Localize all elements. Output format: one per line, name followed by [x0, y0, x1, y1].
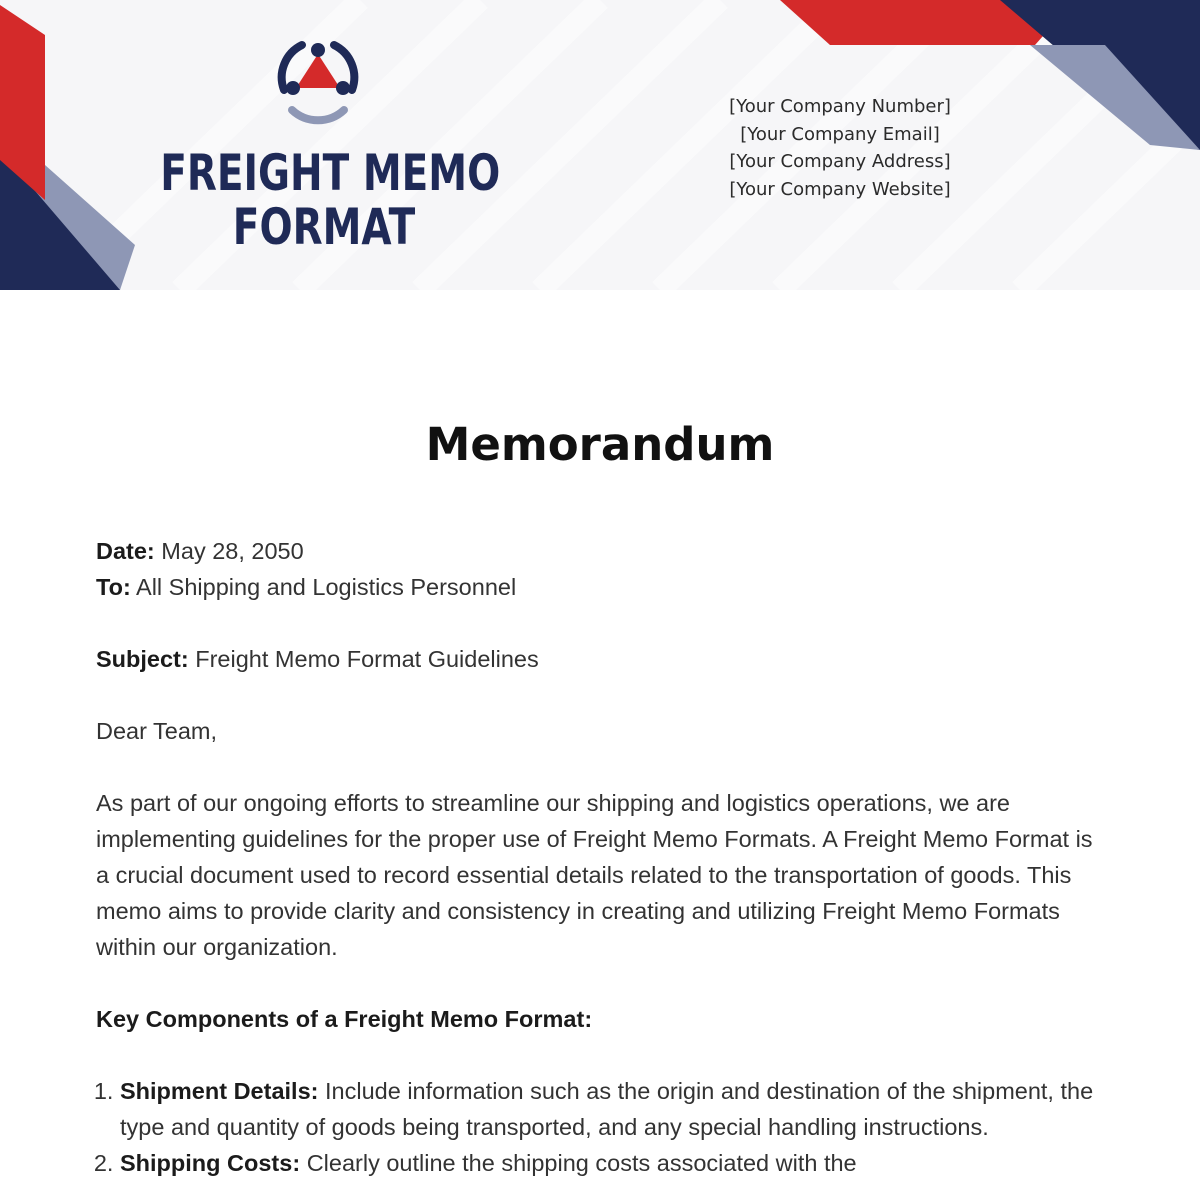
list-item-text: Clearly outline the shipping costs associated with the	[306, 1150, 857, 1176]
list-item	[120, 1145, 1096, 1181]
triangle-nodes-circle-logo-icon	[266, 24, 370, 128]
list-item-text: Include information such as the origin and destination of the shipment, the type and quantity of goods being transported, and any special handling instructions.	[120, 1078, 1094, 1140]
brand-title-line-1: FREIGHT MEMO	[160, 144, 501, 202]
greeting: Dear Team,	[96, 718, 218, 744]
date-label: Date:	[96, 538, 155, 564]
subject-label: Subject:	[96, 646, 189, 672]
list-item-label: Shipping Costs:	[120, 1150, 301, 1176]
intro-paragraph: As part of our ongoing efforts to streamline our shipping and logistics operations, we are implementing guidelines for the proper use of Freight Memo Formats. A Freight Memo Format is a crucial document used to record essential details related to the transportation of goods. This memo aims to provide clarity and consistency in creating and utilizing Freight Memo Formats within our organization.	[96, 790, 1093, 960]
section-heading: Key Components of a Freight Memo Format:	[96, 1006, 593, 1032]
components-list	[96, 1073, 1096, 1181]
memo-body	[96, 533, 1096, 1181]
company-contact-block	[690, 93, 990, 203]
subject-value: Freight Memo Format Guidelines	[195, 646, 539, 672]
company-address: [Your Company Address]	[729, 151, 951, 172]
letterhead	[0, 0, 1200, 290]
company-email: [Your Company Email]	[740, 123, 940, 145]
brand-title-line-2: FORMAT	[232, 198, 416, 256]
to-line	[96, 569, 1096, 605]
date-line	[96, 533, 1096, 569]
company-website: [Your Company Website]	[729, 178, 951, 200]
to-value: All Shipping and Logistics Personnel	[136, 574, 517, 600]
date-value: May 28, 2050	[161, 538, 304, 564]
to-label: To:	[96, 574, 131, 600]
subject-line	[96, 641, 1096, 677]
list-item-label: Shipment Details:	[120, 1078, 319, 1104]
list-item	[120, 1073, 1096, 1145]
company-number: [Your Company Number]	[729, 96, 951, 117]
document-title: Memorandum	[425, 418, 775, 471]
